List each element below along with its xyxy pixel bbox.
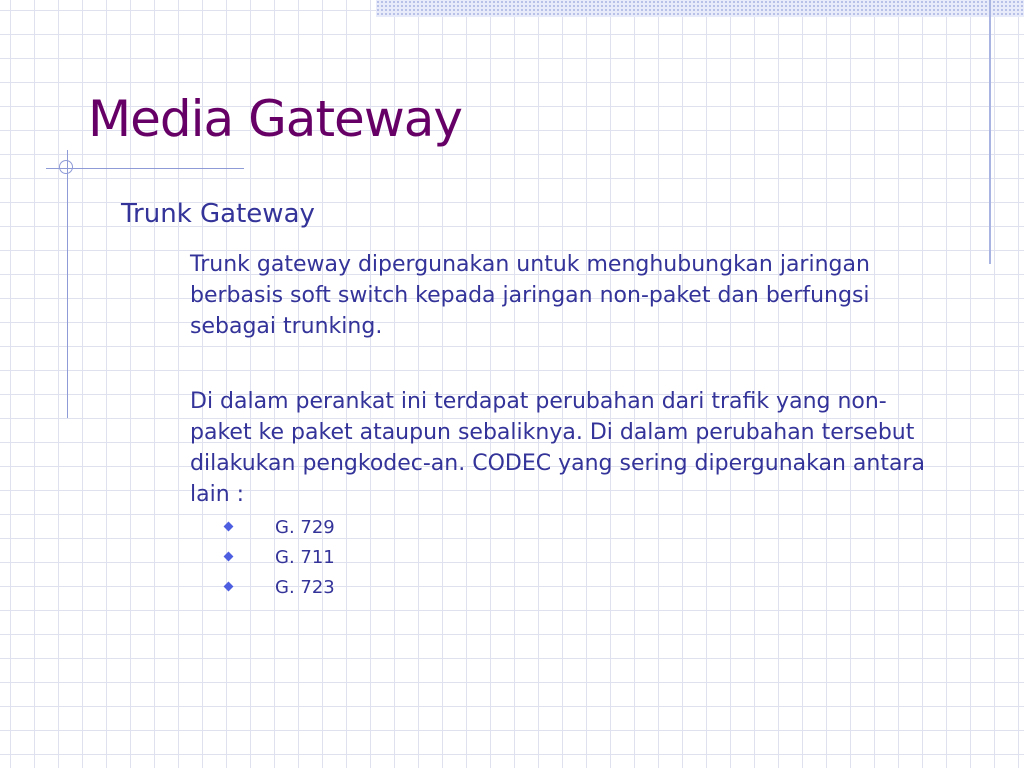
- paragraph-codec-intro: Di dalam perankat ini terdapat perubahan dari trafik yang non-paket ke paket ataupun sebaliknya. Di dalam perubahan tersebut dilakukan pengkodec-an. CODEC yang sering dipergunakan antara lain :: [190, 389, 925, 507]
- diamond-bullet-icon: [224, 552, 234, 562]
- slide-title: Media Gateway: [88, 90, 462, 148]
- codec-label: G. 729: [275, 517, 335, 538]
- decorative-ring-icon: [59, 160, 73, 174]
- slide-subtitle: Trunk Gateway: [121, 199, 315, 229]
- decorative-vertical-rule: [67, 150, 68, 418]
- decorative-horizontal-rule: [46, 168, 244, 169]
- codec-label: G. 723: [275, 577, 335, 598]
- decorative-right-rule: [989, 0, 991, 264]
- paragraph-trunk-description: Trunk gateway dipergunakan untuk menghubungkan jaringan berbasis soft switch kepada jaringan non-paket dan berfungsi sebagai trunking.: [190, 252, 870, 339]
- codec-label: G. 711: [275, 547, 335, 568]
- decorative-top-band: [376, 0, 1024, 17]
- diamond-bullet-icon: [224, 582, 234, 592]
- diamond-bullet-icon: [224, 522, 234, 532]
